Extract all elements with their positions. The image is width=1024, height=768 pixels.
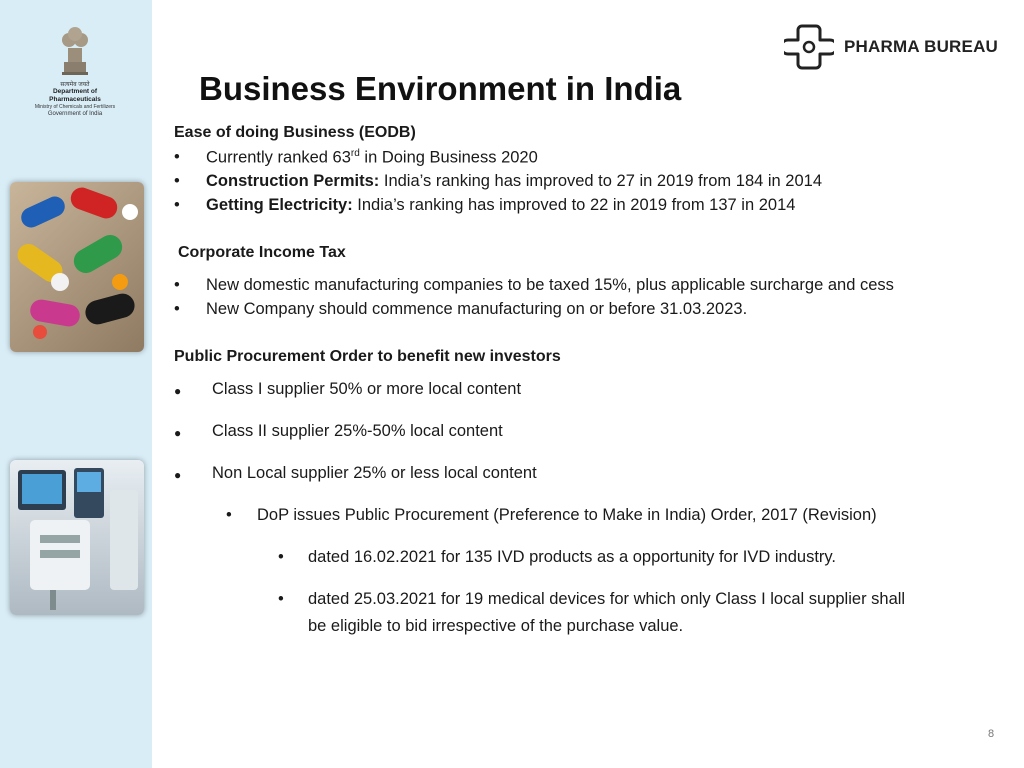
bullet-icon: • (174, 276, 180, 294)
getting-electricity-label: Getting Electricity: (206, 196, 353, 214)
bullet-icon: • (174, 172, 180, 190)
nonlocal-supplier-item: Non Local supplier 25% or less local content (212, 464, 537, 482)
filled-bullet-icon: ● (174, 468, 182, 482)
bullet-icon: • (278, 548, 284, 566)
bullet-icon: • (226, 506, 232, 524)
eodb-ranking-prefix: Currently ranked 63 (206, 148, 351, 167)
logo-text: PHARMA BUREAU (844, 37, 999, 56)
eodb-ranking-suffix: in Doing Business 2020 (359, 148, 538, 167)
page-number: 8 (988, 728, 995, 740)
sidebar-panel (0, 0, 152, 768)
ashoka-emblem-icon (58, 22, 92, 78)
bullet-icon: • (174, 196, 180, 214)
department-name: Department of Pharmaceuticals (49, 88, 101, 103)
cross-logo-icon (784, 22, 834, 72)
page-title: Business Environment in India (199, 70, 682, 107)
bullet-icon: • (174, 148, 180, 166)
construction-permits-text: India’s ranking has improved to 27 in 2019 from 184 in 2014 (379, 172, 823, 190)
getting-electricity-item (206, 196, 795, 215)
procurement-heading: Public Procurement Order to benefit new investors (174, 348, 561, 365)
government-emblem (30, 22, 120, 132)
ministry-name: Ministry of Chemicals and Fertilizers (34, 104, 116, 110)
dop-order-item: DoP issues Public Procurement (Preference to Make in India) Order, 2017 (Revision) (257, 506, 877, 524)
tax-item-2: New Company should commence manufacturing on or before 31.03.2023. (206, 300, 748, 318)
dated-item-2-line2: be eligible to bid irrespective of the purchase value. (308, 617, 684, 635)
class2-supplier-item: Class II supplier 25%-50% local content (212, 422, 503, 440)
eodb-heading: Ease of doing Business (EODB) (174, 124, 416, 141)
eodb-ranking-item (206, 148, 538, 168)
emblem-motto: सत्यमेव जयते (60, 82, 90, 88)
tax-item-1: New domestic manufacturing companies to be taxed 15%, plus applicable surcharge and cess (206, 276, 894, 294)
bullet-icon: • (278, 590, 284, 608)
filled-bullet-icon: ● (174, 426, 182, 440)
getting-electricity-text: India’s ranking has improved to 22 in 2019 from 137 in 2014 (352, 196, 796, 214)
pharma-bureau-logo (784, 22, 998, 72)
construction-permits-item (206, 172, 822, 191)
pills-photo (10, 182, 144, 352)
government-name: Government of India (47, 111, 103, 117)
eodb-ranking-sup: rd (350, 148, 360, 159)
medical-equipment-photo (10, 460, 144, 615)
bullet-icon: • (174, 300, 180, 318)
filled-bullet-icon: ● (174, 384, 182, 398)
construction-permits-label: Construction Permits: (206, 172, 380, 190)
class1-supplier-item: Class I supplier 50% or more local content (212, 380, 522, 398)
tax-heading: Corporate Income Tax (178, 244, 346, 261)
dated-item-2-line1: dated 25.03.2021 for 19 medical devices for which only Class I local supplier shall (308, 590, 906, 608)
dated-item-1: dated 16.02.2021 for 135 IVD products as a opportunity for IVD industry. (308, 548, 837, 566)
